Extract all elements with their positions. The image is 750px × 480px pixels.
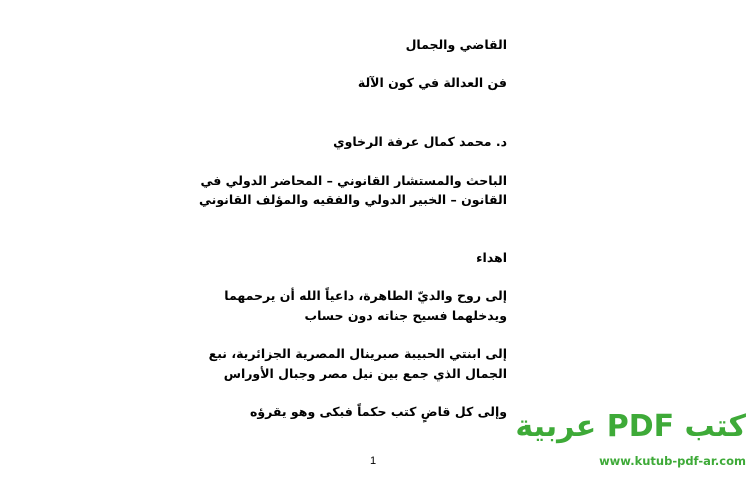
book-title: القاضي والجمال [405, 37, 507, 52]
author-description-line-1: الباحث والمستشار القانوني – المحاضر الدولي في [200, 173, 507, 188]
watermark-logo [515, 405, 750, 480]
dedication-parents-line-2: ويدخلهما فسيح جناته دون حساب [304, 308, 507, 323]
dedication-daughter-line-1: إلى ابنتي الحبيبة صبرينال المصرية الجزائرية، نبع [208, 346, 507, 361]
page-number: 1 [370, 455, 377, 467]
author-description-line-2: القانون – الخبير الدولي والفقيه والمؤلف القانوني [198, 192, 507, 207]
dedication-heading: اهداء [476, 250, 507, 265]
watermark-url: www.kutub-pdf-ar.com [599, 454, 746, 468]
watermark-title: كتب PDF عربية [515, 409, 746, 444]
dedication-daughter-line-2: الجمال الذي جمع بين نيل مصر وجبال الأوراس [223, 366, 507, 381]
dedication-judges: وإلى كل قاضٍ كتب حكماً فبكى وهو يقرؤه [249, 404, 507, 419]
author-name: د. محمد كمال عرفة الرخاوي [333, 134, 507, 149]
dedication-parents-line-1: إلى روح والديّ الطاهرة، داعياً الله أن يرحمهما [224, 288, 507, 303]
book-subtitle: فن العدالة في كون الآلة [357, 75, 507, 90]
